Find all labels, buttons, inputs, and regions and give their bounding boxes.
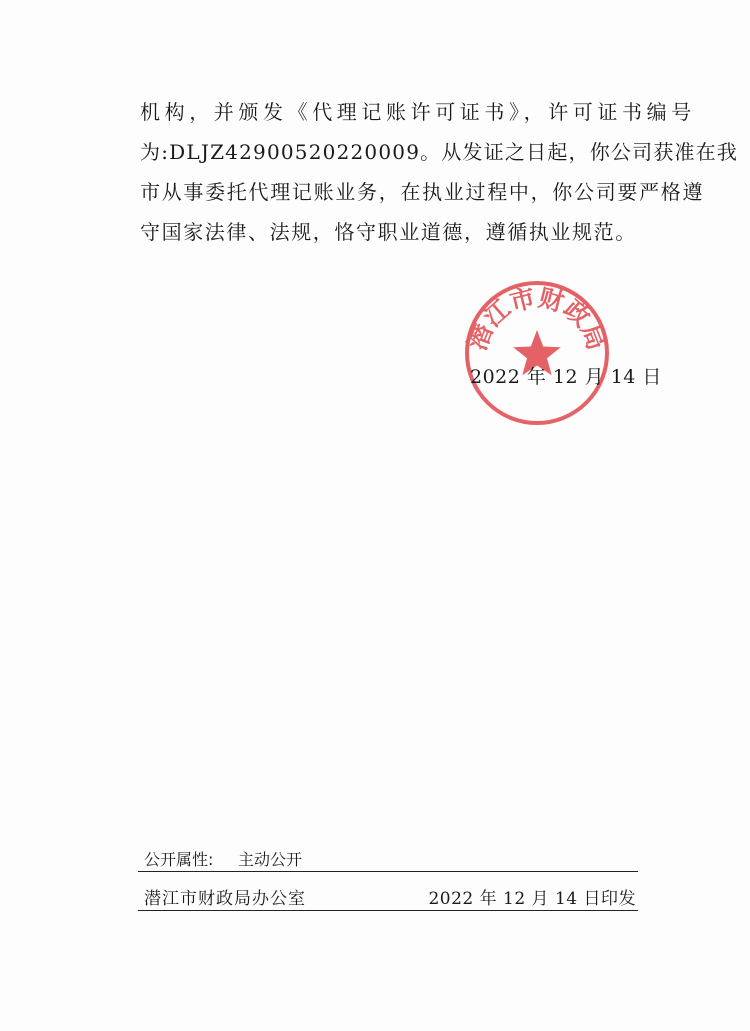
- footer-divider-bottom: [138, 910, 638, 911]
- body-line-4: 守国家法律、法规，恪守职业道德，遵循执业规范。: [140, 220, 637, 244]
- signature-date: 2022 年 12 月 14 日: [470, 366, 662, 388]
- body-line-3: 市从事委托代理记账业务，在执业过程中，你公司要严格遵: [140, 180, 705, 204]
- public-attribute-label: 公开属性:: [144, 850, 214, 869]
- issue-date: 2022 年 12 月 14 日印发: [428, 889, 636, 909]
- body-line-1: 机构，并颁发《代理记账许可证书》，许可证书编号: [140, 100, 696, 124]
- footer-divider-top: [138, 871, 638, 872]
- issuer-name: 潜江市财政局办公室: [144, 889, 306, 909]
- footer-issuer-row: [138, 888, 638, 912]
- footer-attribute-row: [138, 850, 638, 872]
- body-paragraph: [140, 92, 739, 252]
- public-attribute-value: 主动公开: [238, 850, 303, 869]
- seal-text: 潜江市财政局: [462, 282, 612, 354]
- body-line-2: 为:DLJZ42900520220009。从发证之日起，你公司获准在我: [140, 140, 739, 164]
- official-seal: [462, 278, 612, 428]
